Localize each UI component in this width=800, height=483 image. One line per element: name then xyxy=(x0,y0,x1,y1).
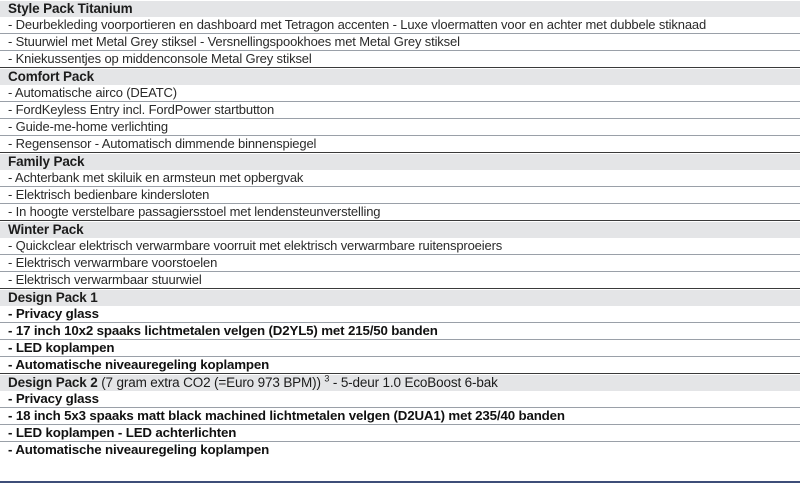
pack-heading-comfort: Comfort Pack xyxy=(0,68,800,85)
list-item: - Elektrisch verwarmbare voorstoelen xyxy=(0,255,800,272)
list-item: - 18 inch 5x3 spaaks matt black machined lichtmetalen velgen (D2UA1) met 235/40 banden xyxy=(0,408,800,425)
list-item: - Quickclear elektrisch verwarmbare voorruit met elektrisch verwarmbare ruitensproeiers xyxy=(0,238,800,255)
footnote-marker: 3 xyxy=(324,374,330,384)
list-item: - Elektrisch bedienbare kindersloten xyxy=(0,187,800,204)
list-item: - Guide-me-home verlichting xyxy=(0,119,800,136)
list-item: - Stuurwiel met Metal Grey stiksel - Versnellingspookhoes met Metal Grey stiksel xyxy=(0,34,800,51)
list-item: - FordKeyless Entry incl. FordPower startbutton xyxy=(0,102,800,119)
pack-heading-family: Family Pack xyxy=(0,153,800,170)
list-item: - LED koplampen - LED achterlichten xyxy=(0,425,800,442)
list-item: - Privacy glass xyxy=(0,306,800,323)
pack-title: Design Pack 2 xyxy=(8,375,98,390)
pack-heading-design-1: Design Pack 1 xyxy=(0,289,800,306)
pack-title-note: (7 gram extra CO2 (=Euro 973 BPM)) xyxy=(97,375,325,390)
list-item: - Kniekussentjes op middenconsole Metal Grey stiksel xyxy=(0,51,800,68)
list-item: - Elektrisch verwarmbaar stuurwiel xyxy=(0,272,800,289)
list-item: - Deurbekleding voorportieren en dashboard met Tetragon accenten - Luxe vloermatten voor en achter met dubbele stiknaad xyxy=(0,17,800,34)
list-item: - Privacy glass xyxy=(0,391,800,408)
pack-heading-style-titanium: Style Pack Titanium xyxy=(0,0,800,17)
list-item: - Achterbank met skiluik en armsteun met opbergvak xyxy=(0,170,800,187)
pack-title-suffix: - 5-deur 1.0 EcoBoost 6-bak xyxy=(329,375,498,390)
list-item: - Automatische niveauregeling koplampen xyxy=(0,357,800,374)
pack-heading-winter: Winter Pack xyxy=(0,221,800,238)
pack-heading-design-2 xyxy=(0,374,800,391)
list-item: - Regensensor - Automatisch dimmende binnenspiegel xyxy=(0,136,800,153)
list-item: - Automatische airco (DEATC) xyxy=(0,85,800,102)
list-item: - 17 inch 10x2 spaaks lichtmetalen velgen (D2YL5) met 215/50 banden xyxy=(0,323,800,340)
list-item: - Automatische niveauregeling koplampen xyxy=(8,442,270,457)
list-item: - LED koplampen xyxy=(0,340,800,357)
list-item: - In hoogte verstelbare passagiersstoel met lendensteunverstelling xyxy=(0,204,800,221)
